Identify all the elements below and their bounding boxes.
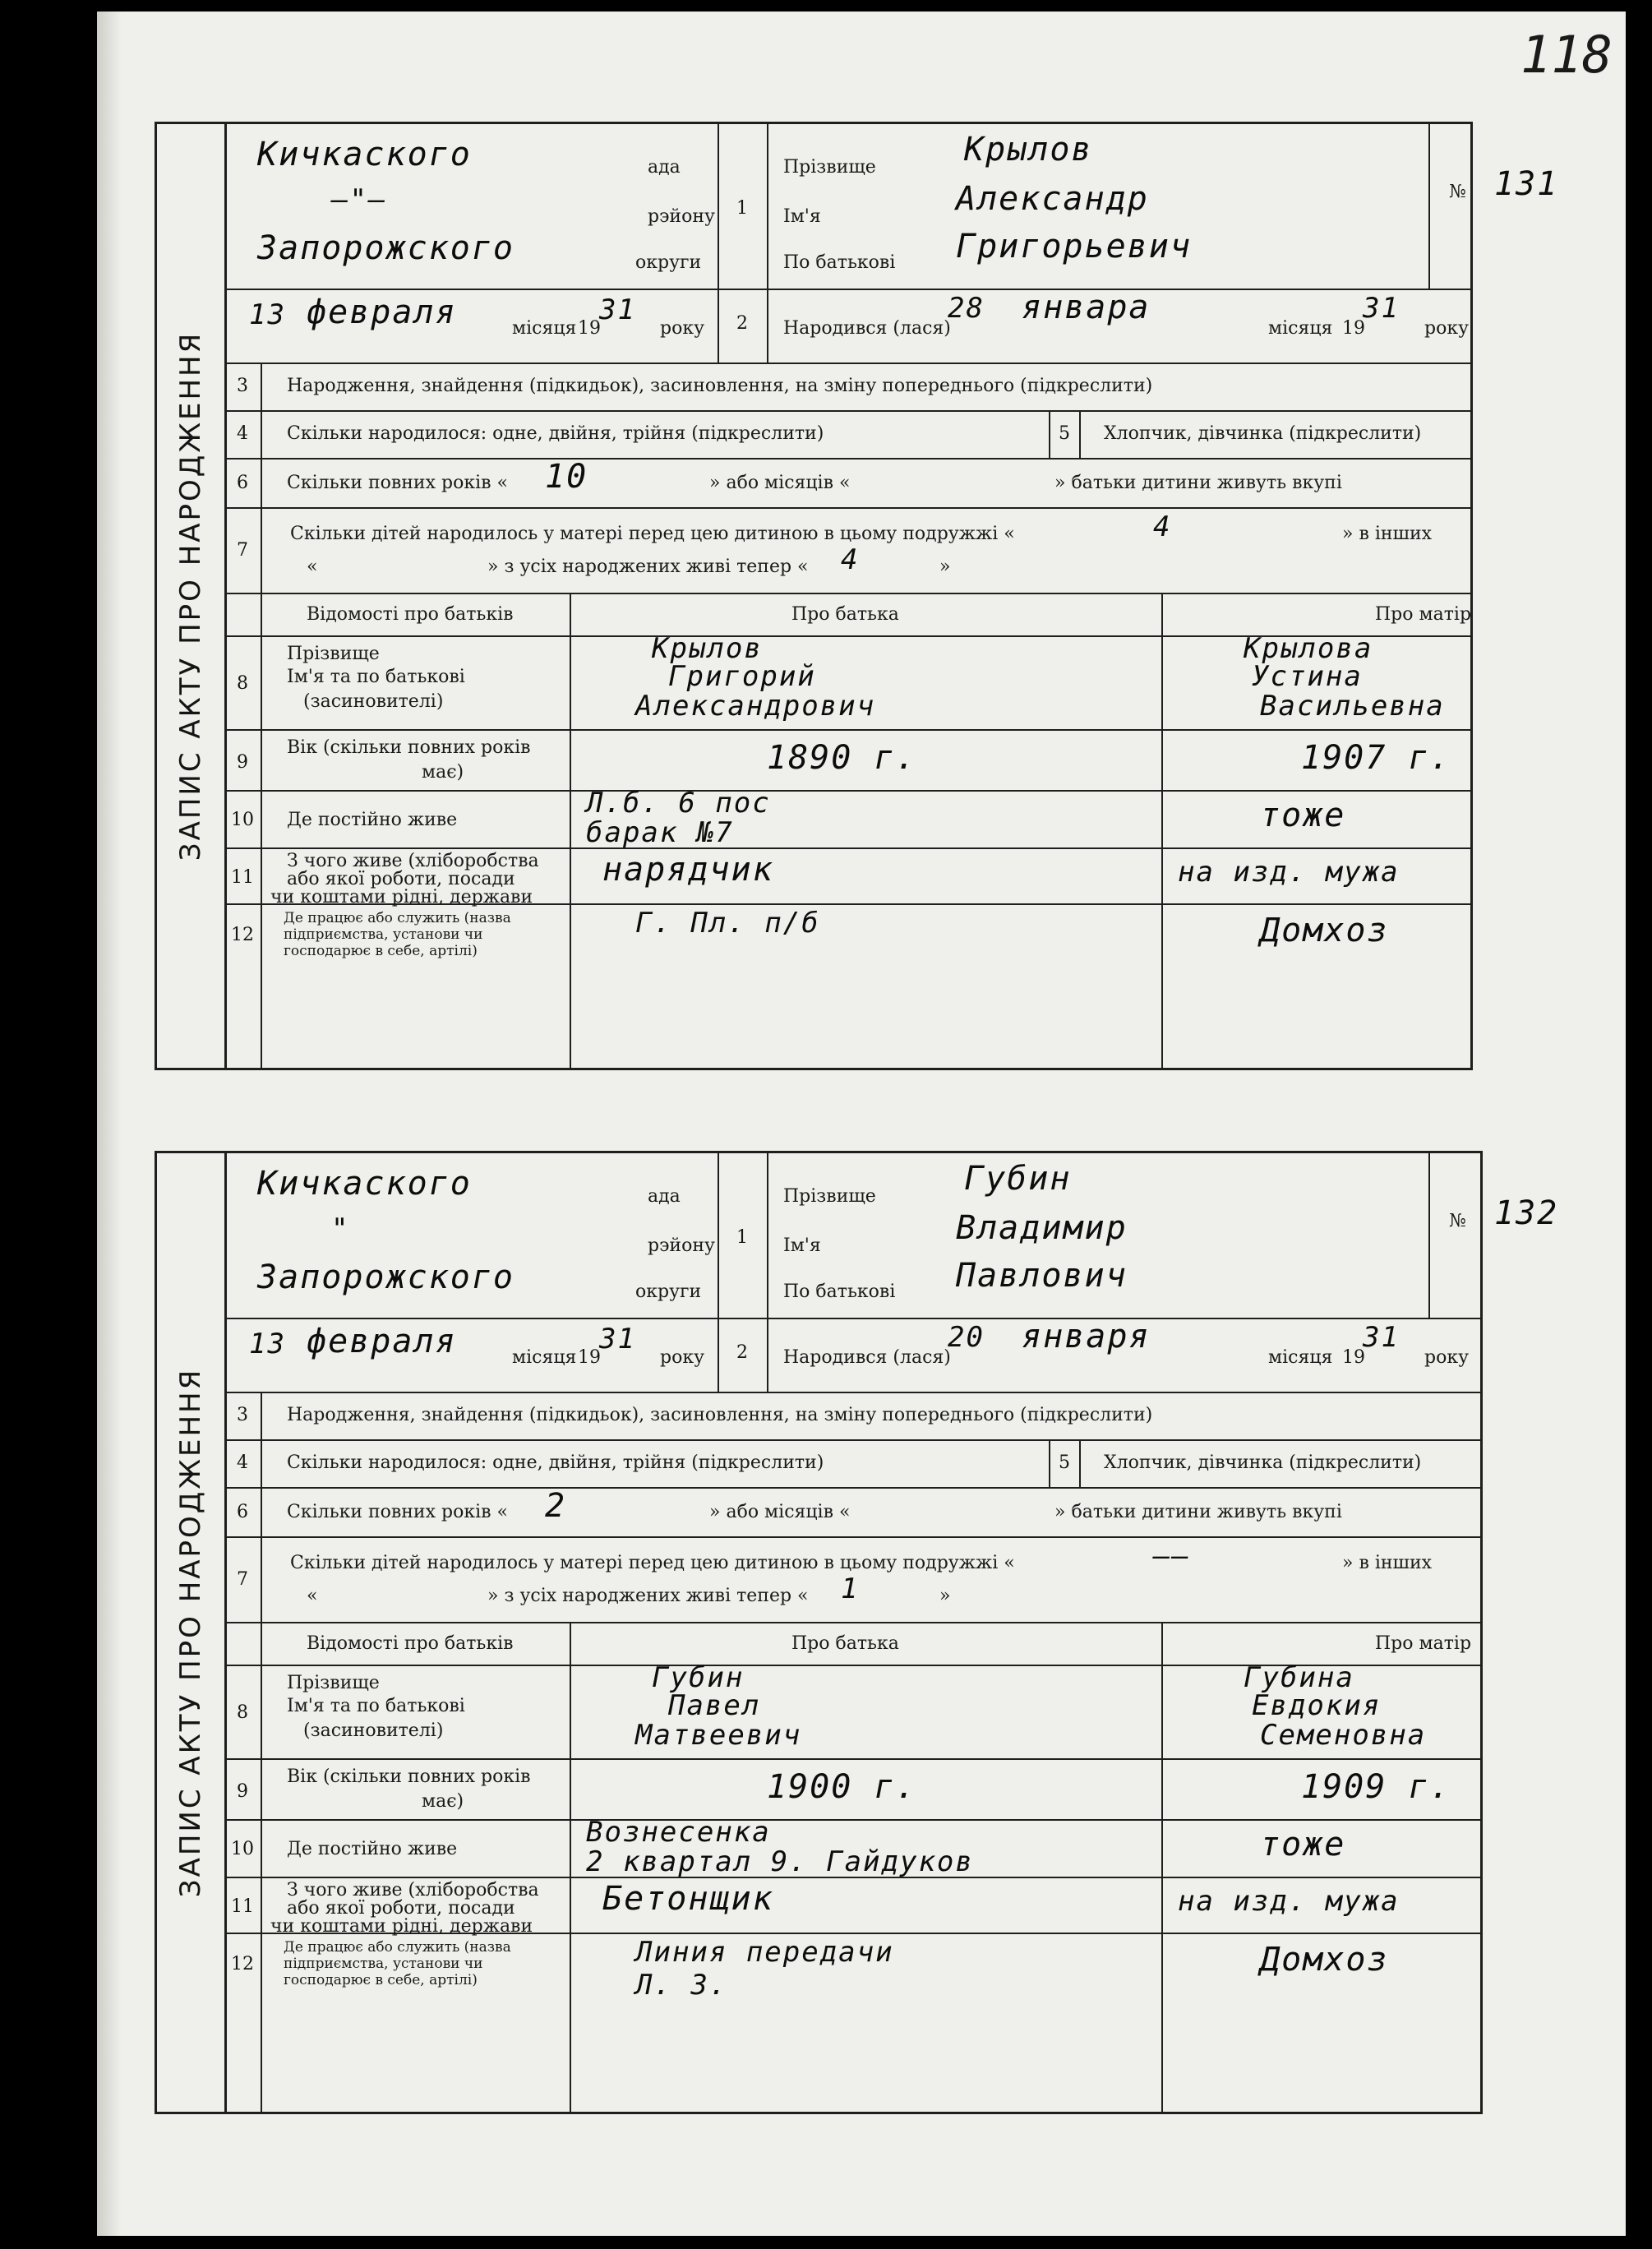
row7-label-d: » з усіх народжених живі тепер « bbox=[487, 556, 809, 577]
col-info-header: Відомості про батьків bbox=[307, 604, 514, 625]
row6-label-b: » або місяців « bbox=[709, 1502, 851, 1522]
r12-line2: підприємства, установи чи bbox=[284, 1956, 483, 1972]
born-label: Народився (лася) bbox=[783, 1347, 951, 1368]
row-number: 1 bbox=[736, 1227, 748, 1248]
col-info-header: Відомості про батьків bbox=[307, 1633, 514, 1654]
row7-label-b: » в інших bbox=[1342, 524, 1433, 544]
father-surname: Губин bbox=[652, 1661, 745, 1694]
rada-label: ада bbox=[648, 157, 681, 178]
birth-year: 31 bbox=[1363, 292, 1400, 325]
surname-value: Губин bbox=[964, 1160, 1072, 1198]
r8-line1: Прізвище bbox=[287, 1673, 380, 1693]
mother-surname: Крылова bbox=[1244, 632, 1373, 665]
birth-month: январа bbox=[1022, 289, 1151, 326]
birth-record bbox=[155, 122, 1559, 1070]
birth-year: 31 bbox=[1363, 1321, 1400, 1354]
row7-label-a: Скільки дітей народилось у матері перед цею дитиною в цьому подружжі « bbox=[290, 524, 1015, 544]
row5-text: Хлопчик, дівчинка (підкреслити) bbox=[1104, 423, 1422, 444]
surname-value: Крылов bbox=[964, 131, 1093, 169]
record-number: 131 bbox=[1494, 165, 1559, 203]
r10-label: Де постійно живе bbox=[287, 810, 458, 830]
mother-occupation: на изд. мужа bbox=[1178, 1885, 1400, 1918]
name-label: Ім'я bbox=[783, 206, 821, 227]
surname-label: Прізвище bbox=[783, 157, 876, 178]
rada-value: Кичкаского bbox=[257, 136, 472, 173]
r9-line2: має) bbox=[422, 762, 464, 783]
rayon-label: рэйону bbox=[648, 1235, 715, 1256]
reg-year-prefix: 19 bbox=[578, 318, 601, 339]
row-number: 12 bbox=[231, 925, 254, 945]
number-label: № bbox=[1449, 1211, 1466, 1231]
father-work-line: Л. 3. bbox=[635, 1969, 728, 2002]
row3-text: Народження, знайдення (підкидьок), засиновлення, на зміну попереднього (підкреслити) bbox=[287, 376, 1153, 396]
row-number: 8 bbox=[237, 673, 248, 694]
r8-line3: (засиновителі) bbox=[303, 691, 444, 712]
row-number: 5 bbox=[1059, 423, 1070, 444]
mother-surname: Губина bbox=[1244, 1661, 1354, 1694]
r8-line2: Ім'я та по батькові bbox=[287, 667, 465, 687]
row6-label-a: Скільки повних років « bbox=[287, 1502, 508, 1522]
mother-age: 1907 г. bbox=[1301, 739, 1451, 777]
r9-line1: Вік (скільки повних років bbox=[287, 737, 531, 758]
mother-name: Устина bbox=[1252, 660, 1363, 693]
row6-label-b: » або місяців « bbox=[709, 473, 851, 493]
reg-year: 31 bbox=[599, 293, 636, 326]
reg-month-label: місяця bbox=[512, 1347, 577, 1368]
mother-age: 1909 г. bbox=[1301, 1768, 1451, 1806]
row7-label-e: » bbox=[939, 556, 951, 577]
reg-year-prefix: 19 bbox=[578, 1347, 601, 1368]
patronymic-label: По батькові bbox=[783, 252, 896, 273]
row-number: 9 bbox=[237, 1781, 248, 1802]
r12-line3: господарює в себе, артілі) bbox=[284, 1972, 478, 1988]
born-label: Народився (лася) bbox=[783, 318, 951, 339]
col-father-header: Про батька bbox=[791, 1633, 899, 1654]
okrug-value: Запорожского bbox=[257, 1258, 515, 1296]
okrug-value: Запорожского bbox=[257, 229, 515, 267]
father-age: 1900 г. bbox=[767, 1768, 917, 1806]
birth-year-label: року bbox=[1424, 318, 1470, 339]
birth-year-label: року bbox=[1424, 1347, 1470, 1368]
row-number: 3 bbox=[237, 1405, 248, 1425]
father-residence-2: 2 квартал 9. Гайдуков bbox=[586, 1845, 974, 1878]
father-occupation: нарядчик bbox=[602, 851, 774, 889]
father-work-line: Линия передачи bbox=[635, 1936, 894, 1969]
okrug-label: округи bbox=[635, 252, 702, 273]
children-alive: 1 bbox=[841, 1572, 860, 1605]
r9-line2: має) bbox=[422, 1791, 464, 1812]
col-mother-header: Про матір bbox=[1375, 604, 1472, 625]
mother-patronymic: Васильевна bbox=[1260, 690, 1445, 723]
name-value: Александр bbox=[956, 180, 1149, 218]
father-patronymic: Александрович bbox=[635, 690, 876, 723]
row7-label-a: Скільки дітей народилось у матері перед цею дитиною в цьому подружжі « bbox=[290, 1553, 1015, 1573]
father-residence-1: Л.б. 6 пос bbox=[586, 787, 771, 820]
patronymic-value: Павлович bbox=[956, 1257, 1128, 1295]
rayon-value: " bbox=[331, 1212, 350, 1245]
children-alive: 4 bbox=[841, 543, 860, 576]
name-value: Владимир bbox=[956, 1209, 1128, 1247]
row-number: 6 bbox=[237, 473, 248, 493]
rada-value: Кичкаского bbox=[257, 1165, 472, 1203]
r12-line3: господарює в себе, артілі) bbox=[284, 943, 478, 959]
mother-work: Домхоз bbox=[1260, 1941, 1389, 1979]
reg-year: 31 bbox=[599, 1323, 636, 1355]
row-number: 4 bbox=[237, 423, 248, 444]
reg-day: 13 bbox=[249, 298, 286, 331]
vertical-title: ЗАПИС АКТУ ПРО НАРОДЖЕННЯ bbox=[157, 124, 227, 1068]
years-together: 2 bbox=[545, 1487, 567, 1525]
row-number: 6 bbox=[237, 1502, 248, 1522]
r11-line3: чи коштами рідні, держави bbox=[270, 887, 533, 907]
row-number: 2 bbox=[736, 1342, 748, 1363]
r11-line1: З чого живе (хліборобства bbox=[287, 1880, 539, 1900]
page-edge bbox=[97, 12, 122, 2236]
vertical-title: ЗАПИС АКТУ ПРО НАРОДЖЕННЯ bbox=[157, 1153, 227, 2112]
father-age: 1890 г. bbox=[767, 739, 917, 777]
row4-text: Скільки народилося: одне, двійня, трійня (підкреслити) bbox=[287, 423, 824, 444]
r12-line1: Де працює або служить (назва bbox=[284, 1939, 511, 1956]
row-number: 8 bbox=[237, 1702, 248, 1723]
row7-label-b: » в інших bbox=[1342, 1553, 1433, 1573]
father-patronymic: Матвеевич bbox=[635, 1719, 802, 1752]
name-label: Ім'я bbox=[783, 1235, 821, 1256]
row-number: 3 bbox=[237, 376, 248, 396]
r11-line2: або якої роботи, посади bbox=[287, 869, 515, 889]
children-before: 4 bbox=[1153, 510, 1172, 543]
record-grid bbox=[224, 124, 1559, 1068]
row-number: 5 bbox=[1059, 1452, 1070, 1473]
r8-line3: (засиновителі) bbox=[303, 1720, 444, 1741]
row-number: 11 bbox=[231, 1896, 254, 1917]
reg-year-label: року bbox=[660, 1347, 705, 1368]
row-number: 7 bbox=[237, 540, 248, 561]
r8-line2: Ім'я та по батькові bbox=[287, 1696, 465, 1716]
col-mother-header: Про матір bbox=[1375, 1633, 1472, 1654]
reg-day: 13 bbox=[249, 1328, 286, 1360]
row-number: 10 bbox=[231, 1839, 254, 1859]
row-number: 2 bbox=[736, 313, 748, 334]
father-residence-1: Вознесенка bbox=[586, 1816, 771, 1849]
birth-month-label: місяця bbox=[1268, 1347, 1333, 1368]
col-father-header: Про батька bbox=[791, 604, 899, 625]
children-before: —— bbox=[1153, 1540, 1190, 1572]
father-work bbox=[635, 1936, 894, 2002]
birth-year-prefix: 19 bbox=[1342, 318, 1365, 339]
birth-year-prefix: 19 bbox=[1342, 1347, 1365, 1368]
reg-month-label: місяця bbox=[512, 318, 577, 339]
r11-line3: чи коштами рідні, держави bbox=[270, 1916, 533, 1937]
r11-line1: З чого живе (хліборобства bbox=[287, 851, 539, 871]
birth-month-label: місяця bbox=[1268, 318, 1333, 339]
rayon-value: —"— bbox=[331, 183, 387, 216]
patronymic-label: По батькові bbox=[783, 1282, 896, 1302]
mother-occupation: на изд. мужа bbox=[1178, 856, 1400, 889]
rada-label: ада bbox=[648, 1186, 681, 1207]
birth-month: января bbox=[1022, 1318, 1151, 1355]
reg-month: февраля bbox=[307, 293, 457, 331]
reg-year-label: року bbox=[660, 318, 705, 339]
page-number: 118 bbox=[1520, 25, 1613, 85]
row7-label-c: « bbox=[307, 1586, 318, 1606]
r11-line2: або якої роботи, посади bbox=[287, 1898, 515, 1919]
patronymic-value: Григорьевич bbox=[956, 228, 1192, 266]
mother-residence: тоже bbox=[1260, 797, 1346, 834]
row-number: 9 bbox=[237, 752, 248, 773]
row6-label-c: » батьки дитини живуть вкупі bbox=[1054, 473, 1342, 493]
r12-line2: підприємства, установи чи bbox=[284, 926, 483, 943]
father-residence-2: барак №7 bbox=[586, 816, 734, 849]
r12-line1: Де працює або служить (назва bbox=[284, 910, 511, 926]
record-grid bbox=[224, 1153, 1559, 2112]
okrug-label: округи bbox=[635, 1282, 702, 1302]
row5-text: Хлопчик, дівчинка (підкреслити) bbox=[1104, 1452, 1422, 1473]
row-number: 1 bbox=[736, 198, 748, 219]
row3-text: Народження, знайдення (підкидьок), засиновлення, на зміну попереднього (підкреслити) bbox=[287, 1405, 1153, 1425]
birth-day: 20 bbox=[948, 1321, 985, 1354]
r8-line1: Прізвище bbox=[287, 644, 380, 664]
birth-day: 28 bbox=[948, 292, 985, 325]
mother-patronymic: Семеновна bbox=[1260, 1719, 1427, 1752]
row6-label-c: » батьки дитини живуть вкупі bbox=[1054, 1502, 1342, 1522]
row7-label-e: » bbox=[939, 1586, 951, 1606]
row6-label-a: Скільки повних років « bbox=[287, 473, 508, 493]
mother-work: Домхоз bbox=[1260, 912, 1389, 949]
years-together: 10 bbox=[545, 458, 588, 496]
birth-record bbox=[155, 1151, 1559, 2114]
row-number: 4 bbox=[237, 1452, 248, 1473]
row-number: 7 bbox=[237, 1569, 248, 1590]
row-number: 11 bbox=[231, 867, 254, 888]
number-label: № bbox=[1449, 182, 1466, 202]
mother-residence: тоже bbox=[1260, 1826, 1346, 1863]
row-number: 12 bbox=[231, 1954, 254, 1974]
row7-label-d: » з усіх народжених живі тепер « bbox=[487, 1586, 809, 1606]
mother-name: Евдокия bbox=[1252, 1689, 1382, 1722]
reg-month: февраля bbox=[307, 1323, 457, 1360]
row7-label-c: « bbox=[307, 556, 318, 577]
row-number: 10 bbox=[231, 810, 254, 830]
father-name: Павел bbox=[668, 1689, 761, 1722]
r10-label: Де постійно живе bbox=[287, 1839, 458, 1859]
rayon-label: рэйону bbox=[648, 206, 715, 227]
father-surname: Крылов bbox=[652, 632, 763, 665]
father-occupation: Бетонщик bbox=[602, 1880, 774, 1918]
father-work: Г. Пл. п/б bbox=[635, 907, 820, 940]
r9-line1: Вік (скільки повних років bbox=[287, 1766, 531, 1787]
record-number: 132 bbox=[1494, 1194, 1559, 1232]
row4-text: Скільки народилося: одне, двійня, трійня (підкреслити) bbox=[287, 1452, 824, 1473]
surname-label: Прізвище bbox=[783, 1186, 876, 1207]
father-name: Григорий bbox=[668, 660, 816, 693]
